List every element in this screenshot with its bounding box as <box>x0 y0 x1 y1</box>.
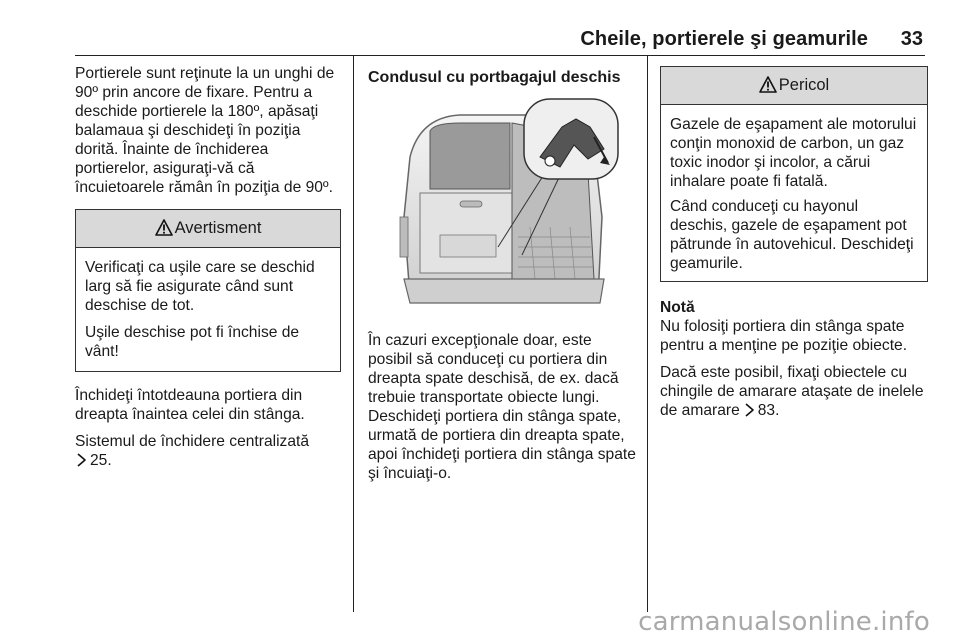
danger-box <box>660 66 928 282</box>
section-heading: Condusul cu portbagajul deschis <box>368 69 621 86</box>
note-text: Nu folosiţi portiera din stânga spate pentru a menţine pe poziţie obiecte. <box>660 318 908 354</box>
warning-triangle-icon <box>155 219 173 236</box>
column-middle <box>368 64 638 491</box>
page-reference: 25. <box>90 452 112 469</box>
page-number: 33 <box>900 28 923 50</box>
watermark: carmanualsonline.info <box>638 607 930 637</box>
warning-header <box>76 210 340 248</box>
body-paragraph: În cazuri excepţionale doar, este posibil să conduceţi cu portiera din dreapta spate deschisă, de ex. dacă trebuie transportate obiecte lungi. Deschideţi portiera din stânga spate, urmată de portiera din dreapta spate, apoi închideţi portiera din stânga spate şi încuiaţi-o. <box>368 332 636 482</box>
danger-header <box>661 67 927 105</box>
note-text: Dacă este posibil, fixaţi obiectele cu chingile de amarare ataşate de inelele de amarare <box>660 364 924 419</box>
page-header-title: Cheile, portierele şi geamurile <box>580 28 868 50</box>
page-reference: 83. <box>757 402 780 419</box>
warning-title: Avertisment <box>174 219 262 237</box>
column-left <box>75 64 341 478</box>
warning-box <box>75 209 341 372</box>
paragraph-central-locking <box>75 432 341 470</box>
column-divider <box>353 56 354 612</box>
central-locking-label: Sistemul de închidere centralizată <box>75 433 310 450</box>
column-right <box>660 64 928 428</box>
warning-text: Uşile deschise pot fi închise de vânt! <box>85 324 300 360</box>
danger-text: Gazele de eşapament ale motorului conţin monoxid de carbon, un gaz toxic inodor şi incolor, a cărui inhalare poate fi fatală. <box>670 116 917 190</box>
column-divider <box>647 56 648 612</box>
danger-text: Când conduceţi cu hayonul deschis, gazele de eşapament pot pătrunde în autovehicul. Deschideţi geamurile. <box>670 198 914 272</box>
note-title: Notă <box>660 299 695 316</box>
warning-text: Verificaţi ca uşile care se deschid larg să fie asigurate când sunt deschise de tot. <box>85 259 315 314</box>
header-rule <box>75 55 925 56</box>
paragraph-close-order: Închideţi întotdeauna portiera din dreapta înaintea celei din stânga. <box>75 387 305 423</box>
reference-arrow-icon <box>76 453 87 467</box>
van-rear-doors-illustration <box>390 97 620 315</box>
intro-paragraph: Portierele sunt reţinute la un unghi de 90º prin ancore de fixare. Pentru a deschide portierele la 180º, apăsaţi balamaua şi deschideţi în poziţia dorită. Înainte de închiderea portierelor, asiguraţi-vă că încuietoarele rămân în poziţia de 90º. <box>75 65 335 196</box>
reference-arrow-icon <box>744 403 755 417</box>
danger-title: Pericol <box>778 76 830 94</box>
note-text-2 <box>660 363 928 420</box>
warning-triangle-icon <box>759 76 777 93</box>
